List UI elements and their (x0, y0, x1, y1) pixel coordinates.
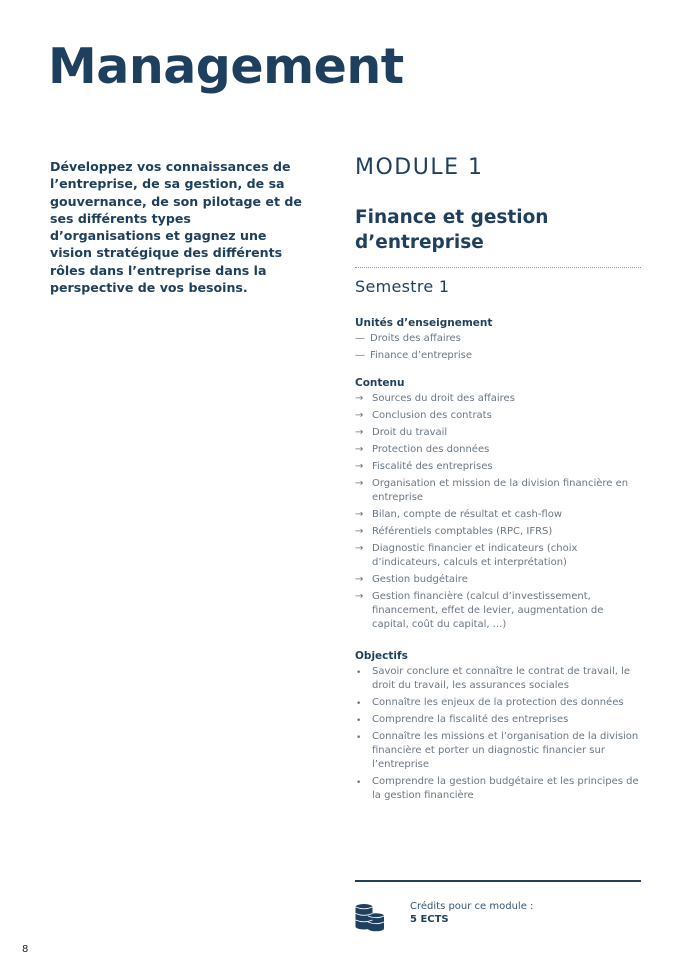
objectif-item (355, 665, 641, 693)
list-marker: → (355, 427, 364, 438)
contenu-item (355, 409, 641, 423)
contenu-item (355, 460, 641, 474)
coins-stack-icon (354, 899, 386, 933)
list-marker: — (355, 333, 365, 344)
list-marker: → (355, 574, 364, 585)
list-marker: — (355, 350, 365, 361)
contenu-item (355, 392, 641, 406)
list-item-text: Organisation et mission de la division financière en entreprise (372, 478, 629, 503)
list-marker: → (355, 526, 364, 537)
credits-label: Crédits pour ce module : (410, 901, 534, 912)
objectifs-heading: Objectifs (355, 650, 408, 662)
contenu-item (355, 443, 641, 457)
intro-text: Développez vos connaissances de l’entreprise, de sa gestion, de sa gouvernance, de son pilotage et de ses différents types d’organisations et gagnez une vision stratégique des différents rôles dans l’entreprise dans la perspective de vos besoins. (50, 159, 302, 296)
list-item-text: Sources du droit des affaires (372, 393, 515, 404)
credits-value: 5 ECTS (410, 914, 449, 925)
list-marker: → (355, 461, 364, 472)
list-marker: → (355, 444, 364, 455)
list-marker: → (355, 509, 364, 520)
list-item-text: Finance d’entreprise (370, 350, 473, 361)
list-item-text: Conclusion des contrats (372, 410, 492, 421)
list-item-text: Protection des données (372, 444, 490, 455)
unit-item (355, 332, 641, 346)
list-item-text: Référentiels comptables (RPC, IFRS) (372, 526, 553, 537)
contenu-item (355, 426, 641, 440)
contenu-item (355, 542, 641, 570)
contenu-list (355, 392, 641, 632)
list-item-text: Savoir conclure et connaître le contrat de travail, le droit du travail, les assurances sociales (372, 666, 631, 691)
list-item-text: Comprendre la gestion budgétaire et les principes de la gestion financière (372, 776, 639, 801)
objectif-item (355, 713, 641, 727)
objectifs-list (355, 665, 641, 803)
page-title: Management (48, 38, 404, 95)
list-marker: → (355, 543, 364, 554)
list-marker: • (356, 716, 362, 726)
contenu-item (355, 573, 641, 587)
contenu-item (355, 508, 641, 522)
list-item-text: Droit du travail (372, 427, 448, 438)
list-item-text: Connaître les missions et l’organisation de la division financière et porter un diagnostic financier sur l’entreprise (372, 731, 639, 770)
objectif-item (355, 775, 641, 803)
unit-item (355, 349, 641, 363)
semester-label: Semestre 1 (355, 277, 450, 296)
list-marker: • (356, 668, 362, 678)
list-item-text: Fiscalité des entreprises (372, 461, 493, 472)
list-item-text: Bilan, compte de résultat et cash-flow (372, 509, 563, 520)
contenu-heading: Contenu (355, 377, 405, 389)
list-item-text: Diagnostic financier et indicateurs (choix d’indicateurs, calculs et interprétation) (372, 543, 578, 568)
list-item-text: Comprendre la fiscalité des entreprises (372, 714, 569, 725)
list-marker: → (355, 591, 364, 602)
units-heading: Unités d’enseignement (355, 317, 493, 329)
list-marker: • (356, 733, 362, 743)
units-list (355, 332, 641, 363)
module-title: Finance et gestion d’entreprise (355, 207, 549, 253)
list-marker: • (356, 699, 362, 709)
objectif-item (355, 696, 641, 710)
contenu-item (355, 477, 641, 505)
objectif-item (355, 730, 641, 772)
page-number: 8 (22, 944, 29, 955)
contenu-item (355, 525, 641, 539)
contenu-item (355, 590, 641, 632)
module-content (355, 316, 641, 806)
module-heading: MODULE 1 (355, 155, 484, 180)
list-marker: → (355, 393, 364, 404)
list-item-text: Droits des affaires (370, 333, 461, 344)
list-marker: → (355, 478, 364, 489)
list-item-text: Gestion financière (calcul d’investissement, financement, effet de levier, augmentation de capital, coût du capital, ...) (372, 591, 604, 630)
list-marker: → (355, 410, 364, 421)
credits-divider (355, 880, 641, 882)
list-item-text: Gestion budgétaire (372, 574, 468, 585)
list-item-text: Connaître les enjeux de la protection des données (372, 697, 624, 708)
dotted-divider (355, 267, 641, 268)
list-marker: • (356, 778, 362, 788)
